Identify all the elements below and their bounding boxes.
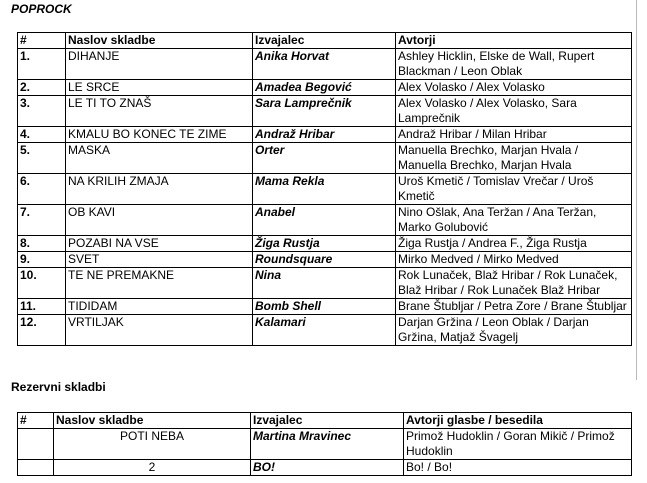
main-table-header-row bbox=[18, 33, 632, 49]
row-title: DIHANJE bbox=[66, 49, 253, 80]
row-artist: Anabel bbox=[253, 205, 396, 236]
row-authors: Bo! / Bo! bbox=[404, 460, 632, 476]
header-artist: Izvajalec bbox=[253, 33, 396, 49]
row-title: NA KRILIH ZMAJA bbox=[66, 174, 253, 205]
row-num: 11. bbox=[18, 299, 66, 315]
row-authors: Nino Ošlak, Ana Teržan / Ana Teržan, Marko Golubović bbox=[396, 205, 632, 236]
row-authors: Mirko Medved / Mirko Medved bbox=[396, 252, 632, 268]
row-title: TIDIDAM bbox=[66, 299, 253, 315]
row-authors: Alex Volasko / Alex Volasko bbox=[396, 80, 632, 96]
row-authors: Uroš Kmetič / Tomislav Vrečar / Uroš Kmetič bbox=[396, 174, 632, 205]
header-artist: Izvajalec bbox=[251, 413, 404, 429]
header-title: Naslov skladbe bbox=[66, 33, 253, 49]
row-artist: Anika Horvat bbox=[253, 49, 396, 80]
row-num: 12. bbox=[18, 315, 66, 346]
row-authors: Primož Hudoklin / Goran Mikič / Primož Hudoklin bbox=[404, 429, 632, 460]
row-authors: Ashley Hicklin, Elske de Wall, Rupert Blackman / Leon Oblak bbox=[396, 49, 632, 80]
row-authors: Darjan Gržina / Leon Oblak / Darjan Gržina, Matjaž Švagelj bbox=[396, 315, 632, 346]
row-num: 7. bbox=[18, 205, 66, 236]
reserve-song-table bbox=[17, 412, 632, 476]
row-title: MASKA bbox=[66, 143, 253, 174]
table-row bbox=[18, 143, 632, 174]
row-authors: Alex Volasko / Alex Volasko, Sara Lamprečnik bbox=[396, 96, 632, 127]
table-row bbox=[18, 236, 632, 252]
row-title: POTI NEBA bbox=[54, 429, 251, 460]
row-authors: Brane Štubljar / Petra Zore / Brane Štubljar bbox=[396, 299, 632, 315]
row-title: 2 bbox=[54, 460, 251, 476]
row-authors: Andraž Hribar / Milan Hribar bbox=[396, 127, 632, 143]
table-row bbox=[18, 429, 632, 460]
row-artist: Andraž Hribar bbox=[253, 127, 396, 143]
table-row bbox=[18, 49, 632, 80]
row-artist: BO! bbox=[251, 460, 404, 476]
section-title: POPROCK bbox=[11, 2, 72, 16]
row-artist: Žiga Rustja bbox=[253, 236, 396, 252]
row-num: 9. bbox=[18, 252, 66, 268]
table-row bbox=[18, 299, 632, 315]
row-num: 2. bbox=[18, 80, 66, 96]
row-authors: Rok Lunaček, Blaž Hribar / Rok Lunaček, Blaž Hribar / Rok Lunaček Blaž Hribar bbox=[396, 268, 632, 299]
row-num: 10. bbox=[18, 268, 66, 299]
header-num: # bbox=[18, 33, 66, 49]
row-num: 6. bbox=[18, 174, 66, 205]
row-artist: Kalamari bbox=[253, 315, 396, 346]
table-row bbox=[18, 80, 632, 96]
table-row bbox=[18, 174, 632, 205]
table-row bbox=[18, 315, 632, 346]
table-row bbox=[18, 205, 632, 236]
header-title: Naslov skladbe bbox=[54, 413, 251, 429]
table-row bbox=[18, 127, 632, 143]
row-authors: Manuella Brechko, Marjan Hvala / Manuella Brechko, Marjan Hvala bbox=[396, 143, 632, 174]
row-artist: Bomb Shell bbox=[253, 299, 396, 315]
row-title: LE SRCE bbox=[66, 80, 253, 96]
row-num: 5. bbox=[18, 143, 66, 174]
row-artist: Orter bbox=[253, 143, 396, 174]
row-num: 3. bbox=[18, 96, 66, 127]
row-num bbox=[18, 460, 54, 476]
row-num bbox=[18, 429, 54, 460]
page-right-rule bbox=[636, 0, 637, 380]
row-title: TE NE PREMAKNE bbox=[66, 268, 253, 299]
row-title: KMALU BO KONEC TE ZIME bbox=[66, 127, 253, 143]
table-row bbox=[18, 460, 632, 476]
header-authors: Avtorji glasbe / besedila bbox=[404, 413, 632, 429]
reserve-title: Rezervni skladbi bbox=[11, 380, 106, 394]
row-title: LE TI TO ZNAŠ bbox=[66, 96, 253, 127]
table-row bbox=[18, 252, 632, 268]
row-title: POZABI NA VSE bbox=[66, 236, 253, 252]
header-num: # bbox=[18, 413, 54, 429]
row-artist: Amadea Begović bbox=[253, 80, 396, 96]
reserve-table-header-row bbox=[18, 413, 632, 429]
main-song-table bbox=[17, 32, 632, 346]
table-row bbox=[18, 96, 632, 127]
row-artist: Sara Lamprečnik bbox=[253, 96, 396, 127]
row-num: 1. bbox=[18, 49, 66, 80]
row-artist: Roundsquare bbox=[253, 252, 396, 268]
row-artist: Mama Rekla bbox=[253, 174, 396, 205]
table-row bbox=[18, 268, 632, 299]
row-title: VRTILJAK bbox=[66, 315, 253, 346]
header-authors: Avtorji bbox=[396, 33, 632, 49]
row-title: OB KAVI bbox=[66, 205, 253, 236]
row-artist: Nina bbox=[253, 268, 396, 299]
row-authors: Žiga Rustja / Andrea F., Žiga Rustja bbox=[396, 236, 632, 252]
row-num: 4. bbox=[18, 127, 66, 143]
row-title: SVET bbox=[66, 252, 253, 268]
row-num: 8. bbox=[18, 236, 66, 252]
row-artist: Martina Mravinec bbox=[251, 429, 404, 460]
